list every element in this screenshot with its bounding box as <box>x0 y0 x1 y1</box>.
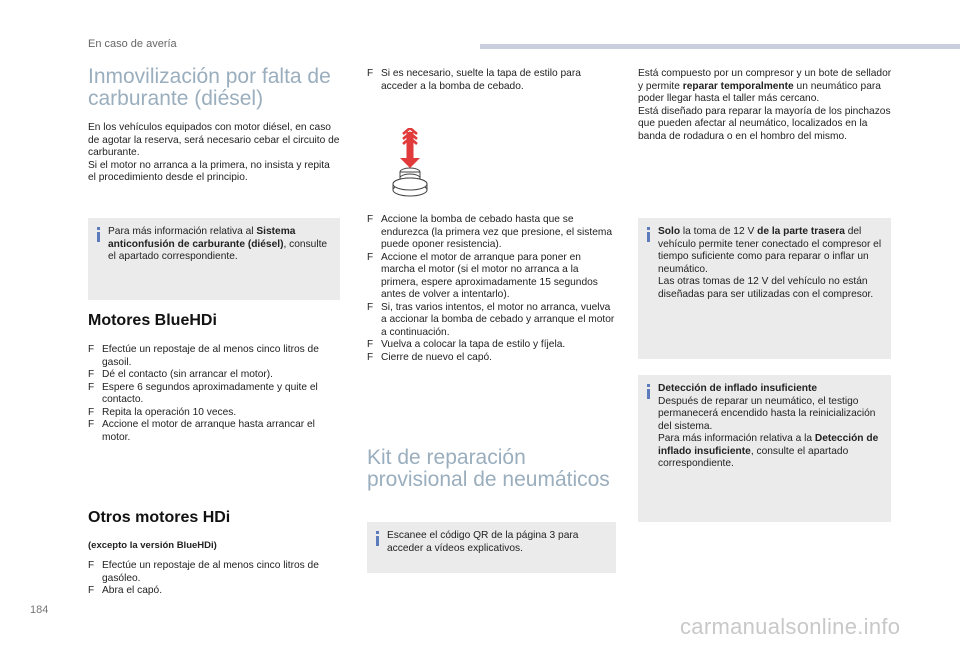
note-inflado-t1: Después de reparar un neumático, el testigo permanecerá encendido hasta la reinicialización del sistema. <box>658 395 876 432</box>
section-hdi <box>88 509 340 598</box>
note-text <box>108 226 332 264</box>
info-icon <box>647 227 650 242</box>
list-item: F Accione la bomba de cebado hasta que se endurezca (la primera vez que presione, el sistema puede oponer resistencia). <box>367 214 617 252</box>
list-item: F Accione el motor de arranque hasta arrancar el motor. <box>88 419 340 444</box>
page-number: 184 <box>30 604 49 616</box>
list-item: F Abra el capó. <box>88 585 340 598</box>
kit-title-line-2: provisional de neumáticos <box>367 468 610 491</box>
kit-paragraph-1-post: un neumático para poder llegar hasta el taller más cercano. <box>638 80 881 104</box>
note-inflado-t3: , consulte el apartado correspondiente. <box>658 445 849 469</box>
note-text-pre: Para más información relativa al <box>108 226 257 237</box>
column-3 <box>638 68 892 143</box>
note-inflado-t2: Para más información relativa a la <box>658 433 815 444</box>
note-12v-t2: del vehículo permite tener conectado el compresor el tiempo suficiente como para reparar o inflar un neumático. <box>658 226 882 275</box>
kit-paragraph-1-pre: Está compuesto por un compresor y un bote de sellador y permite <box>638 68 892 92</box>
section-bluehdi <box>88 312 340 444</box>
note-text-bold: Sistema anticonfusión de carburante (diésel) <box>108 226 296 250</box>
list-item: F Efectúe un repostaje de al menos cinco litros de gasóleo. <box>88 560 340 585</box>
kit-paragraph-1-bold: reparar temporalmente <box>682 80 794 92</box>
note-inflado-text <box>658 383 883 471</box>
hdi-steps <box>88 560 340 598</box>
kit-paragraph-1 <box>638 68 892 106</box>
section-header: En caso de avería <box>88 38 177 50</box>
title-line-2: carburante (diésel) <box>88 87 264 110</box>
title-inmovilizacion <box>88 66 340 110</box>
intro-paragraph-2: Si el motor no arranca a la primera, no insista y repita el procedimiento desde el principio. <box>88 159 330 183</box>
list-item: F Repita la operación 10 veces. <box>88 407 340 420</box>
list-item: F Si, tras varios intentos, el motor no arranca, vuelva a accionar la bomba de cebado y arranque el motor a continuación. <box>367 302 617 340</box>
qr-note-text: Escanee el código QR de la página 3 para acceder a vídeos explicativos. <box>387 530 579 554</box>
list-item: F Cierre de nuevo el capó. <box>367 352 617 365</box>
info-icon <box>97 227 100 242</box>
watermark: carmanualsonline.info <box>680 614 901 639</box>
kit-paragraph-2: Está diseñado para reparar la mayoría de los pinchazos que pueden afectar al neumático, localizados en la banda de rodadura o en el hombro del mismo. <box>638 105 891 142</box>
list-item: F Dé el contacto (sin arrancar el motor). <box>88 369 340 382</box>
note-text-post: , consulte el apartado correspondiente. <box>108 238 328 262</box>
note-inflado-b2: Detección de inflado insuficiente <box>658 433 879 457</box>
column-2 <box>367 68 617 93</box>
kit-title-line-1: Kit de reparación <box>367 446 526 469</box>
note-12v-b1: Solo <box>658 226 681 237</box>
title-kit <box>367 447 627 491</box>
info-icon <box>376 531 379 546</box>
list-item: F Si es necesario, suelte la tapa de estilo para acceder a la bomba de cebado. <box>367 68 617 93</box>
priming-steps-bottom <box>367 214 617 364</box>
note-12v-t3: Las otras tomas de 12 V del vehículo no están diseñadas para ser utilizadas con el compresor. <box>658 276 874 300</box>
note-inflado-heading: Detección de inflado insuficiente <box>658 383 818 394</box>
heading-bluehdi: Motores BlueHDi <box>88 312 217 329</box>
list-item: F Espere 6 segundos aproximadamente y quite el contacto. <box>88 382 340 407</box>
header-bar <box>480 44 960 49</box>
title-line-1: Inmovilización por falta de <box>88 65 331 88</box>
list-item: F Accione el motor de arranque para poner en marcha el motor (si el motor no arranca a la primera, espere aproximadamente 15 segundos antes de volver a intentarlo). <box>367 252 617 302</box>
subheading-hdi: (excepto la versión BlueHDi) <box>88 540 217 551</box>
bluehdi-steps <box>88 344 340 444</box>
note-12v-text <box>658 226 883 301</box>
priming-steps-section <box>367 214 617 364</box>
note-anticonfusion <box>88 218 340 300</box>
priming-pump-icon <box>388 128 432 198</box>
intro-paragraph-1: En los vehículos equipados con motor diésel, en caso de agotar la reserva, será necesario cebar el circuito de carburante. <box>88 122 340 158</box>
heading-hdi: Otros motores HDi <box>88 509 231 526</box>
list-item: F Efectúe un repostaje de al menos cinco litros de gasoil. <box>88 344 340 369</box>
priming-steps-top <box>367 68 617 93</box>
note-inflado <box>638 375 891 522</box>
note-12v <box>638 218 891 359</box>
note-12v-t1: la toma de 12 V <box>680 226 758 237</box>
note-qr <box>367 522 616 573</box>
kit-title-block <box>367 447 627 491</box>
note-12v-b2: de la parte trasera <box>757 226 845 237</box>
info-icon <box>647 384 650 399</box>
list-item: F Vuelva a colocar la tapa de estilo y fíjela. <box>367 339 617 352</box>
column-1 <box>88 66 340 185</box>
